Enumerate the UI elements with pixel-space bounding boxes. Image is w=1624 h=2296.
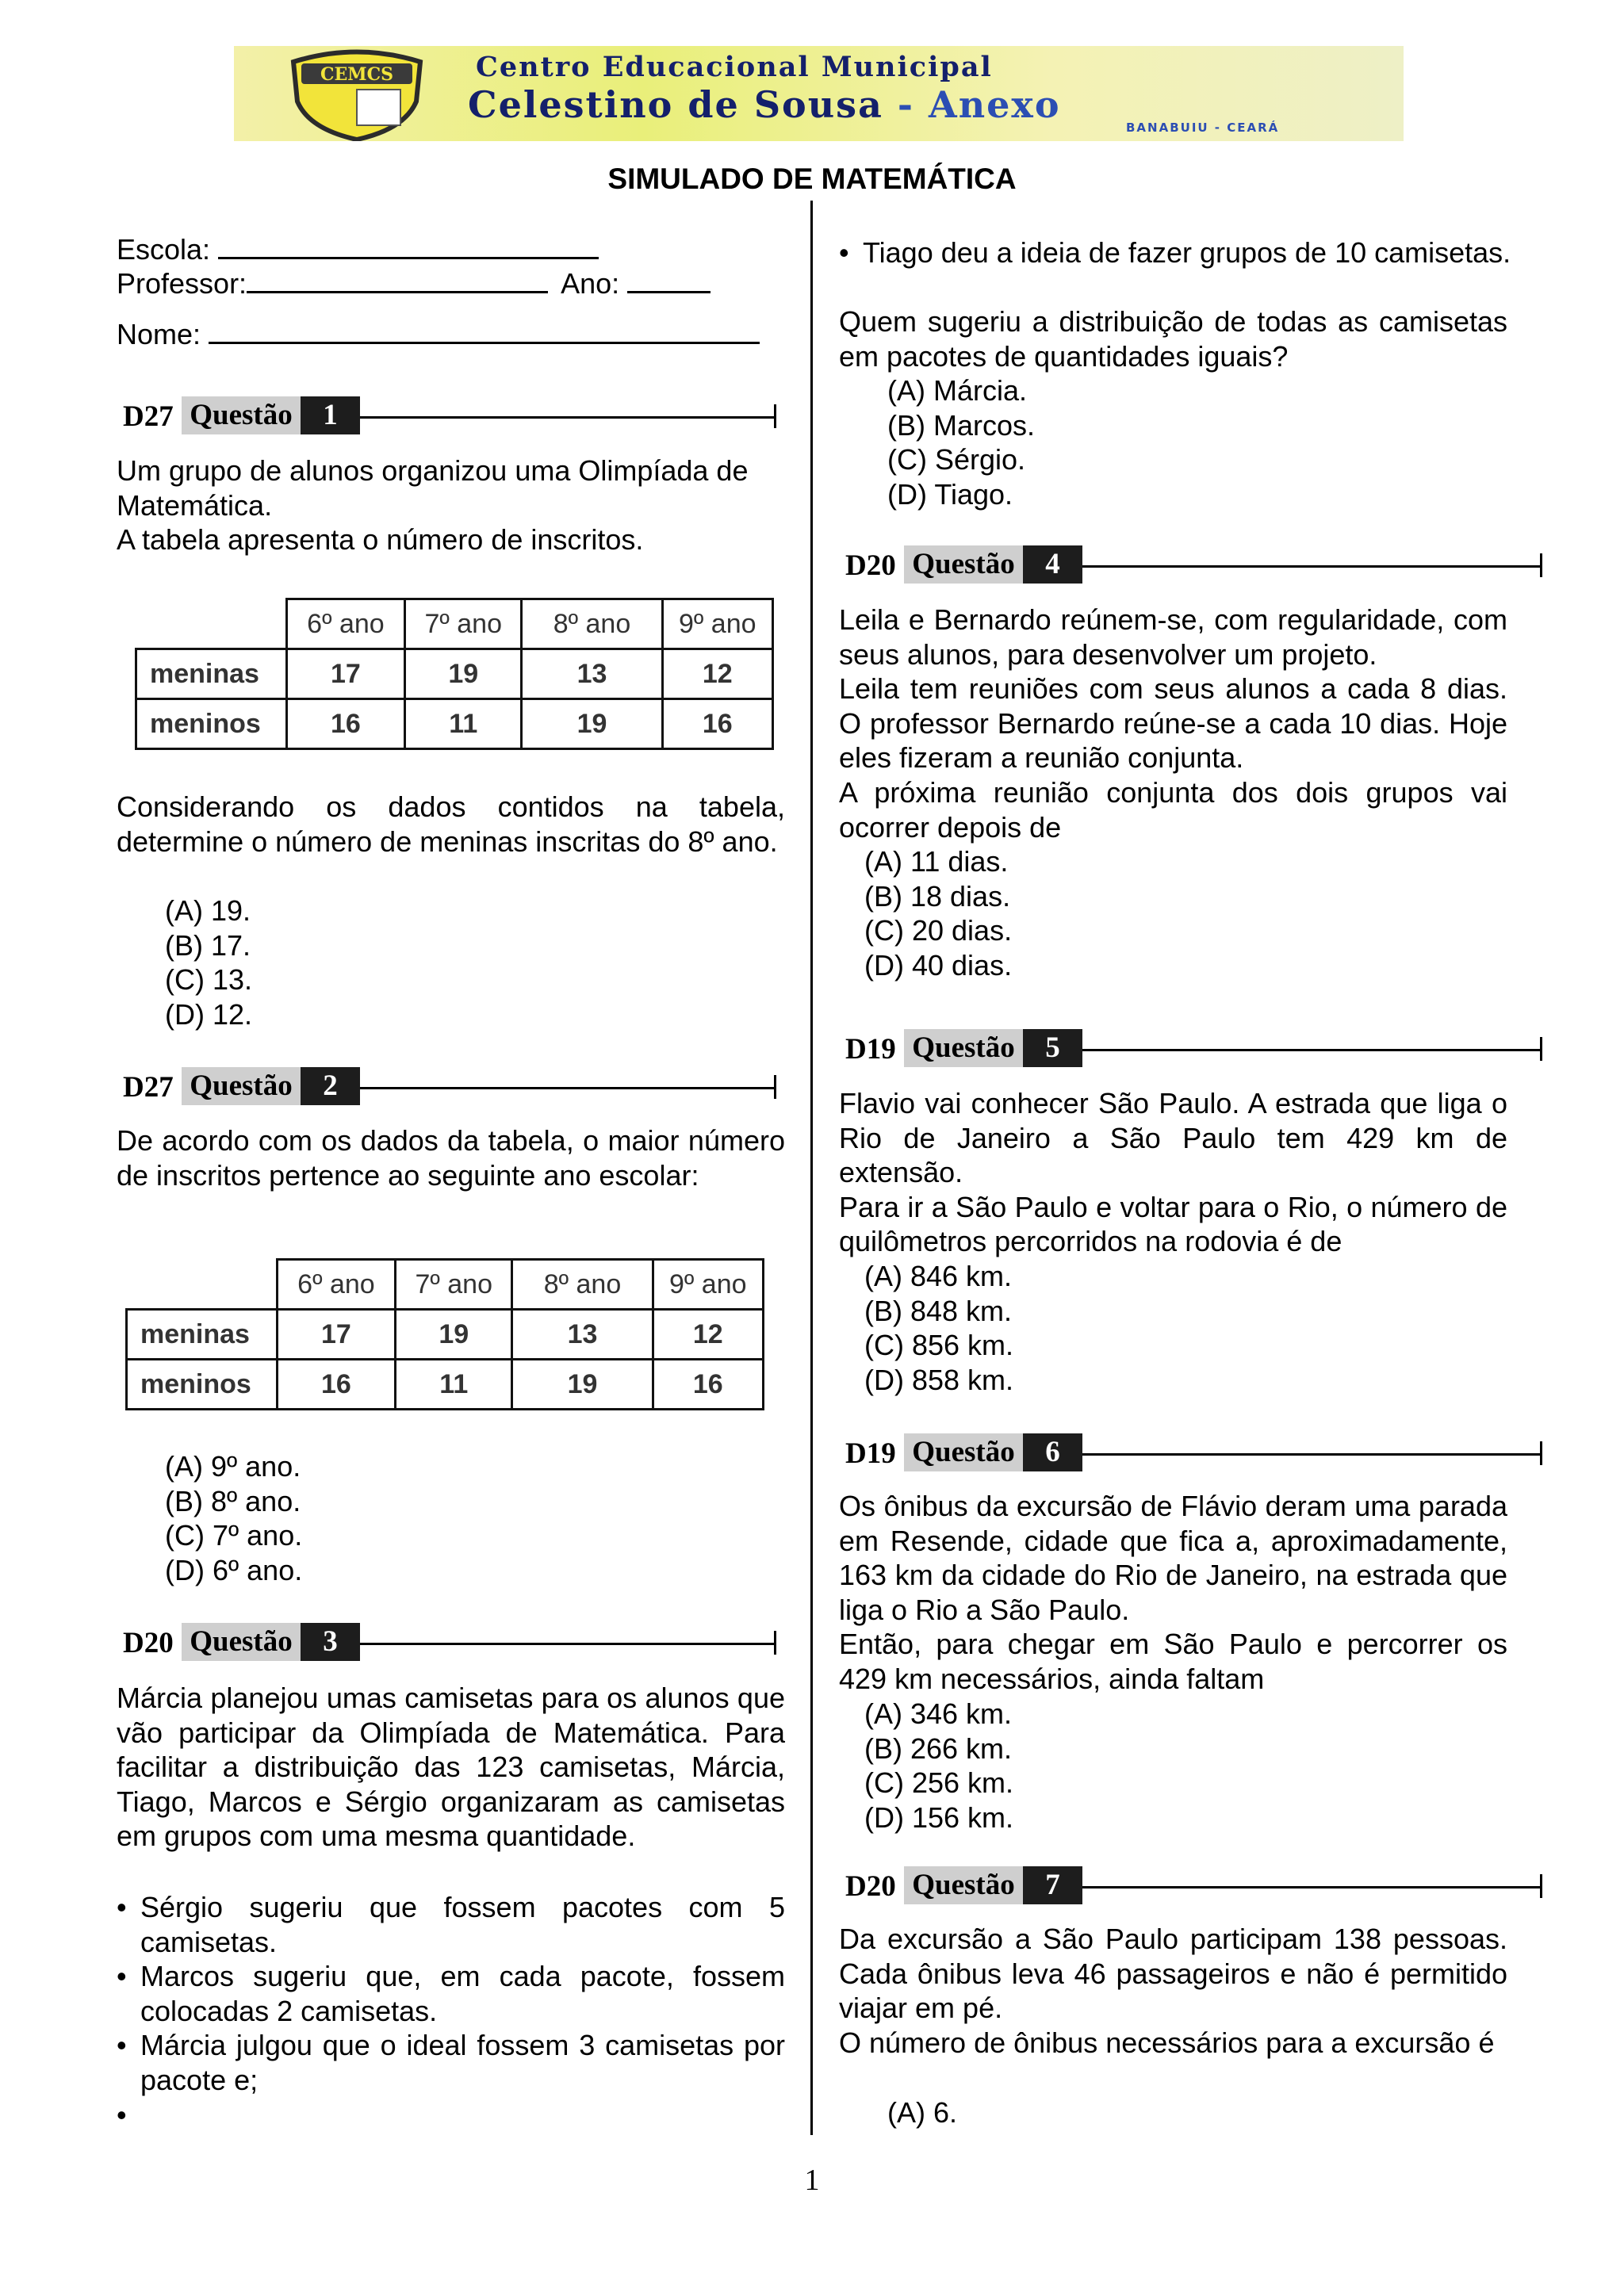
- table-cell: 13: [512, 1310, 653, 1360]
- table-row: [127, 1360, 764, 1410]
- question-7-header: [839, 1866, 1505, 1904]
- option-a[interactable]: (A) 19.: [165, 894, 251, 927]
- stem-paragraph: Leila tem reuniões com seus alunos a cada 8 dias. O professor Bernardo reúne-se a cada 10 dias. Hoje eles fizeram a reunião conjunta.: [839, 672, 1507, 775]
- bullet-item: • Márcia julgou que o ideal fossem 3 camisetas por pacote e;: [140, 2028, 785, 2097]
- descriptor-code: D19: [845, 1437, 896, 1470]
- col-header: 8º ano: [522, 599, 662, 649]
- stem-paragraph: O número de ônibus necessários para a excursão é: [839, 2026, 1495, 2059]
- table-cell: 16: [662, 699, 772, 749]
- row-label: meninos: [136, 699, 287, 749]
- question-5-options: [864, 1259, 1013, 1397]
- crest-text: CEMCS: [320, 64, 394, 85]
- descriptor-code: D20: [123, 1627, 174, 1659]
- ano-label: Ano:: [561, 267, 620, 300]
- question-1-options: [165, 894, 252, 1031]
- question-3-stem: Márcia planejou umas camisetas para os alunos que vão participar da Olimpíada de Matemática. Para facilitar a distribuição das 123 camisetas, Márcia, Tiago, Marcos e Sérgio organizaram as camisetas em grupos com uma mesma quantidade.: [117, 1682, 785, 1853]
- question-2-header: [117, 1067, 783, 1105]
- question-4-header: [839, 545, 1505, 584]
- table-cell: 19: [512, 1360, 653, 1410]
- question-7-options: [887, 2095, 957, 2130]
- table-cell: 17: [286, 649, 404, 699]
- option-b[interactable]: (B) 848 km.: [864, 1294, 1013, 1327]
- school-line-2: [468, 83, 1061, 126]
- question-1-stem: Considerando os dados contidos na tabela, determine o número de meninas inscritas do 8º ano.: [117, 790, 785, 858]
- option-b[interactable]: (B) 17.: [165, 928, 251, 962]
- option-b[interactable]: (B) 18 dias.: [864, 879, 1011, 913]
- header-rule-end: [1540, 1874, 1542, 1898]
- table-cell: 19: [405, 649, 522, 699]
- option-d[interactable]: (D) 40 dias.: [864, 948, 1013, 982]
- question-3-options: [887, 373, 1035, 511]
- question-number: 2: [301, 1067, 360, 1105]
- question-3-bullets: [117, 1890, 785, 2132]
- descriptor-code: D19: [845, 1033, 896, 1066]
- stem-paragraph: Da excursão a São Paulo participam 138 pessoas. Cada ônibus leva 46 passageiros e não é permitido viajar em pé.: [839, 1923, 1507, 2025]
- questao-label: Questão: [182, 1623, 301, 1661]
- descriptor-code: D20: [845, 549, 896, 582]
- question-3-question: Quem sugeriu a distribuição de todas as camisetas em pacotes de quantidades iguais?: [839, 305, 1507, 373]
- bullet-item: • Tiago deu a ideia de fazer grupos de 10 camisetas.: [863, 235, 1531, 270]
- questao-label: Questão: [904, 545, 1023, 584]
- table-row: [136, 649, 773, 699]
- stem-paragraph: Leila e Bernardo reúnem-se, com regularidade, com seus alunos, para desenvolver um projeto.: [839, 603, 1507, 671]
- question-6-stem: [839, 1489, 1507, 1697]
- school-location: BANABUIU - CEARÁ: [1126, 121, 1280, 135]
- table-cell: 16: [277, 1360, 395, 1410]
- option-d[interactable]: (D) 6º ano.: [165, 1553, 303, 1586]
- table-cell: 13: [522, 649, 662, 699]
- option-c[interactable]: (C) 256 km.: [864, 1766, 1014, 1800]
- question-number: 3: [301, 1623, 360, 1661]
- row-label: meninos: [127, 1360, 278, 1410]
- question-5-header: [839, 1029, 1505, 1067]
- nome-field[interactable]: [117, 317, 760, 352]
- intro-line-2: A tabela apresenta o número de inscritos.: [117, 523, 644, 557]
- intro-line-1: Um grupo de alunos organizou uma Olimpíada de Matemática.: [117, 454, 749, 522]
- inscritos-table-2: [125, 1258, 764, 1410]
- option-d[interactable]: (D) 156 km.: [864, 1800, 1014, 1834]
- question-2-options: [165, 1449, 302, 1587]
- question-3-bullet-cont: [839, 235, 1531, 270]
- question-4-options: [864, 844, 1012, 982]
- option-b[interactable]: (B) Marcos.: [887, 408, 1036, 442]
- descriptor-code: D27: [123, 400, 174, 433]
- question-number: 4: [1023, 545, 1082, 584]
- escola-field[interactable]: [117, 232, 599, 267]
- page-title: SIMULADO DE MATEMÁTICA: [607, 163, 1017, 195]
- question-7-stem: [839, 1922, 1507, 2060]
- professor-field[interactable]: [117, 266, 710, 301]
- inscritos-table-1: [135, 598, 774, 750]
- row-label: meninas: [136, 649, 287, 699]
- escola-line[interactable]: [218, 233, 599, 259]
- row-label: meninas: [127, 1310, 278, 1360]
- escola-label: Escola:: [117, 233, 211, 266]
- column-divider: [810, 201, 813, 2135]
- question-6-options: [864, 1697, 1013, 1835]
- col-header: 9º ano: [662, 599, 772, 649]
- table-cell: 11: [405, 699, 522, 749]
- question-1-intro: [117, 453, 785, 557]
- stem-paragraph: Então, para chegar em São Paulo e percorrer os 429 km necessários, ainda faltam: [839, 1628, 1507, 1695]
- question-3-header: [117, 1623, 783, 1661]
- option-a[interactable]: (A) 346 km.: [864, 1697, 1013, 1730]
- question-1-header: [117, 396, 783, 434]
- col-header: 8º ano: [512, 1260, 653, 1310]
- question-6-header: [839, 1433, 1505, 1471]
- question-number: 5: [1023, 1029, 1082, 1067]
- table-row: [127, 1310, 764, 1360]
- header-rule-end: [774, 1075, 776, 1099]
- bullet-item: • Marcos sugeriu que, em cada pacote, fossem colocadas 2 camisetas.: [140, 1959, 785, 2028]
- header-rule: [1082, 1453, 1542, 1456]
- stem-paragraph: A próxima reunião conjunta dos dois grupos vai ocorrer depois de: [839, 775, 1507, 844]
- header-rule: [360, 1087, 776, 1089]
- header-rule: [1082, 1886, 1542, 1888]
- school-suffix: - Anexo: [897, 83, 1061, 126]
- option-a[interactable]: (A) 9º ano.: [165, 1450, 301, 1483]
- question-2-stem: De acordo com os dados da tabela, o maior número de inscritos pertence ao seguinte ano escolar:: [117, 1124, 785, 1192]
- questao-label: Questão: [904, 1433, 1023, 1471]
- table-cell: 16: [286, 699, 404, 749]
- school-name: Celestino de Sousa: [468, 83, 883, 126]
- bullet-item: [140, 2098, 785, 2133]
- option-c[interactable]: (C) 7º ano.: [165, 1519, 303, 1552]
- table-corner: [136, 599, 287, 649]
- header-rule-end: [774, 1631, 776, 1655]
- col-header: 7º ano: [396, 1260, 512, 1310]
- option-c[interactable]: (C) 20 dias.: [864, 914, 1013, 947]
- header-rule-end: [1540, 1441, 1542, 1465]
- question-number: 1: [301, 396, 360, 434]
- ano-line[interactable]: [627, 267, 710, 293]
- question-number: 7: [1023, 1866, 1082, 1904]
- header-rule-end: [774, 404, 776, 428]
- stem-paragraph: Para ir a São Paulo e voltar para o Rio, o número de quilômetros percorridos na rodovia é de: [839, 1190, 1507, 1258]
- questao-label: Questão: [182, 1067, 301, 1105]
- option-d[interactable]: (D) 12.: [165, 997, 253, 1031]
- header-rule: [1082, 1049, 1542, 1051]
- table-cell: 19: [396, 1310, 512, 1360]
- option-c[interactable]: (C) 13.: [165, 963, 253, 997]
- professor-label: Professor:: [117, 267, 247, 300]
- table-cell: 17: [277, 1310, 395, 1360]
- questao-label: Questão: [182, 396, 301, 434]
- header-rule-end: [1540, 553, 1542, 577]
- nome-label: Nome:: [117, 318, 201, 350]
- header-rule-end: [1540, 1037, 1542, 1061]
- questao-label: Questão: [904, 1029, 1023, 1067]
- table-cell: 12: [662, 649, 772, 699]
- option-c[interactable]: (C) 856 km.: [864, 1329, 1014, 1362]
- option-b[interactable]: (B) 8º ano.: [165, 1484, 301, 1517]
- header-rule: [360, 416, 776, 419]
- header-rule: [360, 1643, 776, 1645]
- option-c[interactable]: (C) Sérgio.: [887, 443, 1026, 476]
- professor-line[interactable]: [247, 267, 548, 293]
- school-line-1: Centro Educacional Municipal: [476, 51, 993, 83]
- option-a[interactable]: (A) Márcia.: [887, 374, 1028, 407]
- option-b[interactable]: (B) 266 km.: [864, 1732, 1013, 1765]
- option-a[interactable]: (A) 6.: [887, 2096, 958, 2129]
- header-rule: [1082, 565, 1542, 568]
- stem-paragraph: Flavio vai conhecer São Paulo. A estrada que liga o Rio de Janeiro a São Paulo tem 429 km de extensão.: [839, 1087, 1507, 1189]
- page-number: 1: [804, 2164, 820, 2197]
- question-4-stem: [839, 603, 1507, 844]
- bullet-item: • Sérgio sugeriu que fossem pacotes com 5 camisetas.: [140, 1890, 785, 1959]
- col-header: 7º ano: [405, 599, 522, 649]
- stem-paragraph: Os ônibus da excursão de Flávio deram uma parada em Resende, cidade que fica a, aproximadamente, 163 km da cidade do Rio de Janeiro, na estrada que liga o Rio a São Paulo.: [839, 1490, 1507, 1626]
- table-cell: 12: [653, 1310, 763, 1360]
- descriptor-code: D27: [123, 1071, 174, 1104]
- option-a[interactable]: (A) 11 dias.: [864, 845, 1009, 878]
- school-crest-logo: [285, 46, 428, 141]
- option-a[interactable]: (A) 846 km.: [864, 1260, 1013, 1292]
- table-cell: 16: [653, 1360, 763, 1410]
- option-d[interactable]: (D) Tiago.: [887, 477, 1013, 511]
- descriptor-code: D20: [845, 1870, 896, 1903]
- table-row: [136, 699, 773, 749]
- table-cell: 19: [522, 699, 662, 749]
- question-number: 6: [1023, 1433, 1082, 1471]
- col-header: 9º ano: [653, 1260, 763, 1310]
- questao-label: Questão: [904, 1866, 1023, 1904]
- option-d[interactable]: (D) 858 km.: [864, 1363, 1014, 1396]
- question-5-stem: [839, 1086, 1507, 1259]
- col-header: 6º ano: [286, 599, 404, 649]
- table-corner: [127, 1260, 278, 1310]
- table-cell: 11: [396, 1360, 512, 1410]
- col-header: 6º ano: [277, 1260, 395, 1310]
- nome-line[interactable]: [209, 318, 760, 344]
